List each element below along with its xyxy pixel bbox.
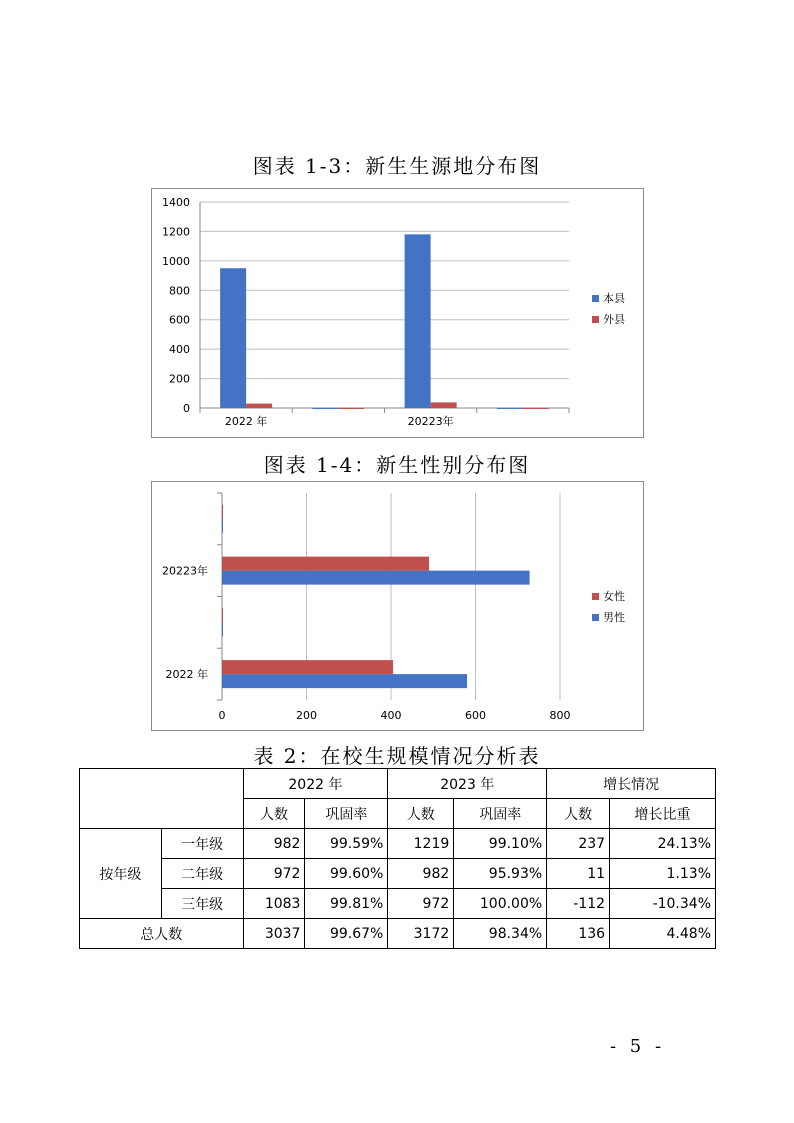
table-cell: 972 (243, 859, 305, 889)
subheader-count-2022: 人数 (243, 799, 305, 829)
legend-label: 外县 (603, 313, 625, 326)
table-header-row-1 (80, 769, 716, 799)
legend-label: 男性 (603, 611, 625, 624)
bar (222, 571, 530, 585)
table-cell: 3172 (388, 919, 454, 949)
header-growth: 增长情况 (547, 769, 716, 799)
table-cell: 237 (547, 829, 610, 859)
table-cell: 98.34% (454, 919, 547, 949)
y-tick-label: 600 (169, 313, 190, 327)
bar (222, 622, 223, 636)
table-cell: 95.93% (454, 859, 547, 889)
table-row (80, 859, 716, 889)
header-2022: 2022 年 (243, 769, 388, 799)
y-tick-label: 1000 (162, 254, 190, 268)
table-cell: 99.60% (305, 859, 388, 889)
bar (431, 402, 457, 408)
x-tick-label: 2022 年 (224, 415, 268, 428)
table-cell: 982 (388, 859, 454, 889)
legend-swatch (592, 295, 599, 302)
y-tick-label: 0 (183, 402, 190, 415)
table-cell: 100.00% (454, 889, 547, 919)
chart1-svg (152, 189, 643, 437)
x-tick-label: 800 (549, 709, 571, 722)
table-cell: 24.13% (610, 829, 716, 859)
chart2-svg (152, 482, 643, 730)
bar (246, 404, 272, 408)
table-cell: 99.59% (305, 829, 388, 859)
chart2-title: 图表 1-4：新生性别分布图 (263, 453, 531, 477)
legend-label: 女性 (603, 590, 625, 603)
table-cell: 982 (243, 829, 305, 859)
table-cell: 1083 (243, 889, 305, 919)
y-tick-label: 1400 (162, 196, 190, 209)
bar (222, 519, 223, 533)
row-label: 一年级 (161, 829, 243, 859)
bar (222, 660, 393, 674)
table-row (80, 889, 716, 919)
x-tick-label: 0 (218, 709, 226, 722)
table-cell: 1.13% (610, 859, 716, 889)
enrollment-table (79, 768, 716, 949)
table-cell: 3037 (243, 919, 305, 949)
bar (497, 408, 523, 409)
header-2023: 2023 年 (388, 769, 547, 799)
y-tick-label: 1200 (162, 225, 190, 239)
bar (222, 608, 223, 622)
bar (523, 408, 549, 409)
table-cell: -10.34% (610, 889, 716, 919)
y-tick-label: 200 (169, 372, 190, 386)
legend-label: 本县 (603, 292, 625, 305)
bar (222, 505, 223, 519)
table-cell: 972 (388, 889, 454, 919)
subheader-growth-ratio: 增长比重 (610, 799, 716, 829)
page-number: - 5 - (610, 1036, 666, 1057)
table-corner-cell (80, 769, 244, 829)
bar (405, 234, 431, 408)
y-tick-label: 800 (169, 284, 190, 298)
chart2-container (151, 481, 644, 731)
legend-swatch (592, 316, 599, 323)
x-tick-label: 600 (465, 709, 486, 722)
bar (222, 674, 467, 688)
y-tick-label: 2022 年 (165, 668, 208, 682)
legend-swatch (592, 593, 599, 600)
chart1-container (151, 188, 644, 438)
y-tick-label: 20223年 (162, 564, 208, 578)
group-label: 按年级 (80, 829, 162, 919)
table-cell: 136 (547, 919, 610, 949)
chart1-title: 图表 1-3：新生生源地分布图 (252, 154, 542, 178)
subheader-count-2023: 人数 (388, 799, 454, 829)
x-tick-label: 200 (296, 709, 317, 722)
total-label: 总人数 (80, 919, 244, 949)
legend-swatch (592, 614, 599, 621)
bar (222, 557, 429, 571)
table-cell: 4.48% (610, 919, 716, 949)
bar (312, 408, 338, 409)
subheader-rate-2022: 巩固率 (305, 799, 388, 829)
table-cell: 99.81% (305, 889, 388, 919)
y-tick-label: 400 (169, 343, 190, 357)
table-row (80, 829, 716, 859)
table-cell: 99.67% (305, 919, 388, 949)
bar (338, 408, 364, 409)
row-label: 三年级 (161, 889, 243, 919)
subheader-growth-count: 人数 (547, 799, 610, 829)
bar (220, 268, 246, 408)
table-total-row (80, 919, 716, 949)
table-title: 表 2：在校生规模情况分析表 (253, 744, 541, 768)
table-cell: -112 (547, 889, 610, 919)
row-label: 二年级 (161, 859, 243, 889)
subheader-rate-2023: 巩固率 (454, 799, 547, 829)
table-cell: 11 (547, 859, 610, 889)
table-cell: 99.10% (454, 829, 547, 859)
x-tick-label: 400 (380, 709, 402, 722)
x-tick-label: 20223年 (407, 415, 454, 428)
table-cell: 1219 (388, 829, 454, 859)
